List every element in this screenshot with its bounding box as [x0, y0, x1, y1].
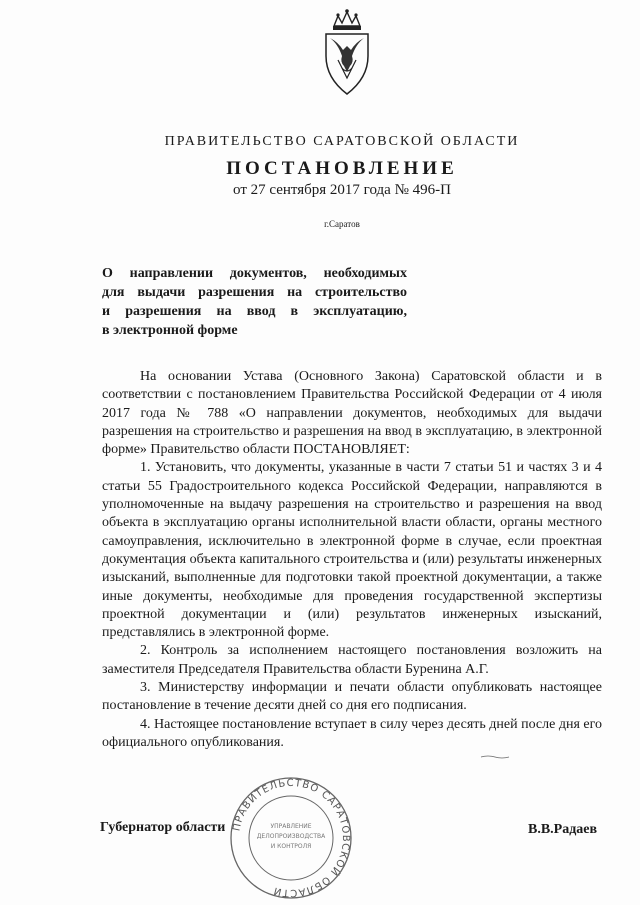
signatory-position: Губернатор области	[100, 820, 226, 835]
coat-of-arms-icon	[318, 8, 376, 100]
document-body	[102, 368, 602, 752]
body-paragraph: На основании Устава (Основного Закона) Саратовской области и в соответствии с постановлением Правительства Российской Федерации от 4 июля 2017 года № 788 «О направлении документов, необходимых для выдачи разрешения на строительство и разрешения на ввод в эксплуатацию, в электронной форме» Правительство области ПОСТАНОВЛЯЕТ:	[102, 369, 602, 458]
subject-line: в электронной форме	[102, 323, 238, 338]
signatory-name: В.В.Радаев	[528, 822, 598, 837]
body-paragraph: 3. Министерству информации и печати области опубликовать настоящее постановление в течение десяти дней со дня его подписания.	[102, 680, 602, 714]
stamp-inner-line: УПРАВЛЕНИЕ	[270, 823, 312, 830]
handwritten-mark	[480, 754, 510, 760]
body-paragraph: 4. Настоящее постановление вступает в силу через десять дней после дня его официального опубликования.	[102, 716, 602, 750]
subject-line: для выдачи разрешения на строительство	[102, 285, 407, 300]
government-name: ПРАВИТЕЛЬСТВО САРАТОВСКОЙ ОБЛАСТИ	[164, 134, 520, 149]
stamp-ring-text: ПРАВИТЕЛЬСТВО САРАТОВСКОЙ ОБЛАСТИ	[231, 777, 352, 899]
document-subject	[102, 264, 407, 340]
body-paragraph: 1. Установить, что документы, указанные в части 7 статьи 51 и частях 3 и 4 статьи 55 Градостроительного кодекса Российской Федерации, направляются в уполномоченные на выдачу разрешения на строительство и разрешения на ввод объекта в эксплуатацию органы исполнительной власти области, органы местного самоуправления, исключительно в электронной форме в случае, если проектная документация объекта капитального строительства и (или) результаты инженерных изысканий, выполненные для подготовки такой проектной документации, а также иные документы, необходимые для проведения государственной экспертизы проектной документации и (или) результатов инженерных изысканий, представлялись в электронной форме.	[102, 460, 602, 641]
stamp-inner-line: ДЕЛОПРОИЗВОДСТВА	[256, 833, 326, 840]
subject-line: О направлении документов, необходимых	[102, 266, 407, 281]
city: г.Саратов	[324, 219, 360, 229]
document-date: от 27 сентября 2017 года № 496-П	[233, 182, 451, 198]
subject-line: и разрешения на ввод в эксплуатацию,	[102, 304, 407, 319]
stamp-inner-line: И КОНТРОЛЯ	[270, 843, 312, 850]
document-type: ПОСТАНОВЛЕНИЕ	[226, 158, 458, 179]
official-stamp	[226, 776, 356, 901]
body-paragraph: 2. Контроль за исполнением настоящего постановления возложить на заместителя Председателя Правительства области Буренина А.Г.	[102, 643, 602, 677]
